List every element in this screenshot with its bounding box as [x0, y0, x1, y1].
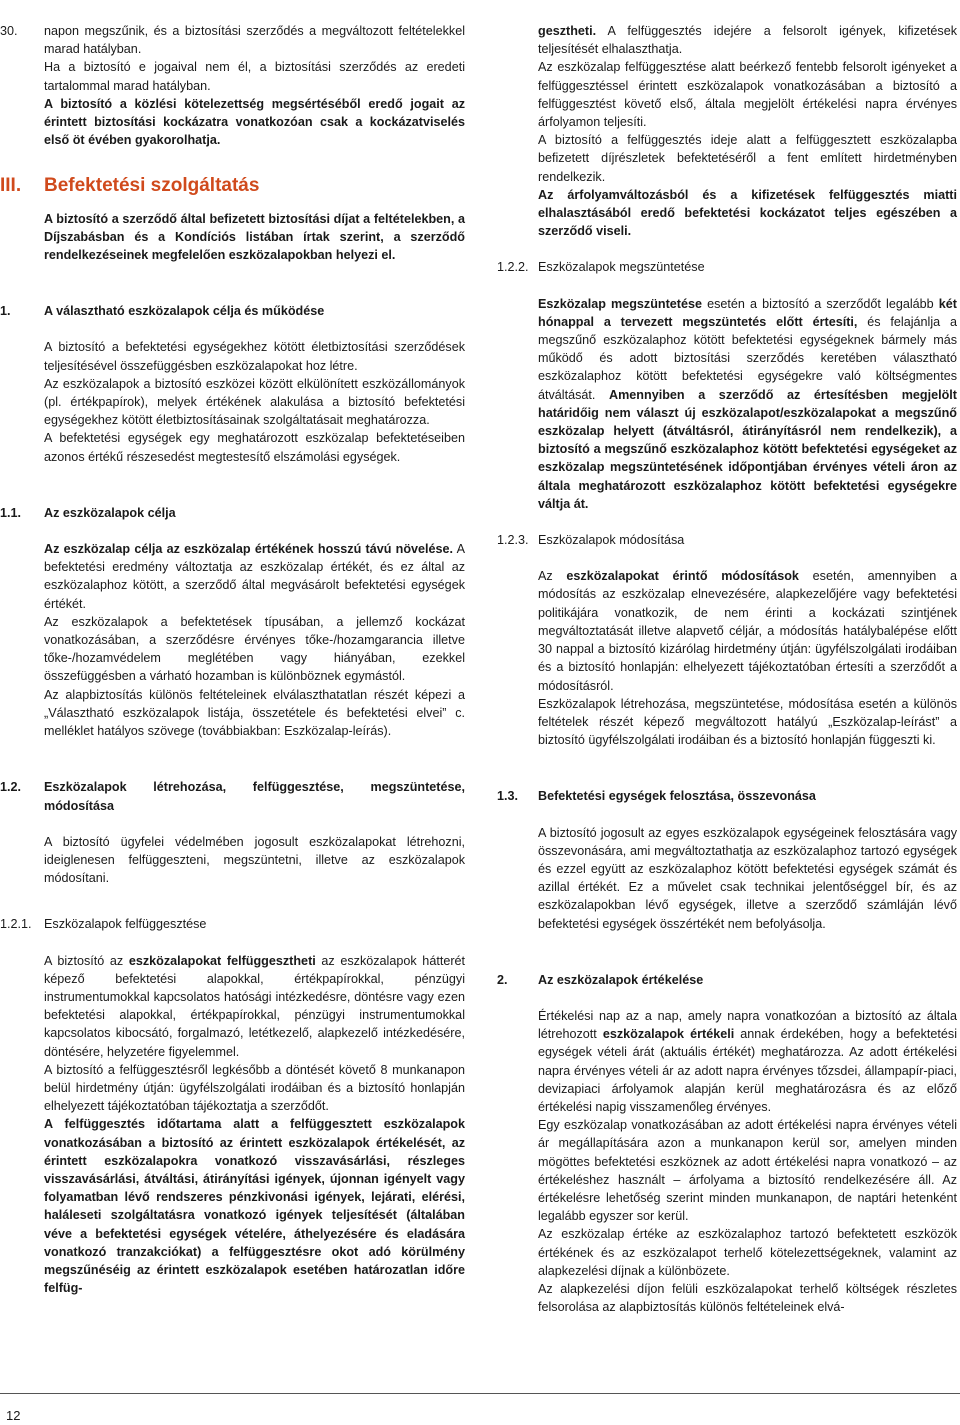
paragraph: Az eszközalapok a befektetések típusában, a jellemző kockázat vonatkozásában, a szerződésre érvényes tőke-/hozamgarancia illetve tőke-/hozamvédelem meglétében vagy hiányában, ezekkel összefüggésben a várható hozamban is különböznek egymástól.: [44, 614, 465, 684]
section-2: [497, 971, 957, 1317]
paragraph: A biztosító jogosult az egyes eszközalapok egységeinek felosztására vagy összevonására, ami megváltoztathatja az eszközalaphoz tartozó egységek és ezzel együtt az eszközalaphoz kötött befektetési egységek számát és azillal értékét. Ez a művelet csak technikai jelentőséggel bír, és az eszközalapokban lévő egységek, illetve a szerződő számláján lévő befektetési egységek összértékét nem befolyásolja.: [538, 825, 957, 931]
paragraph: napon megszűnik, és a biztosítási szerződés a megváltozott feltételekkel marad hatályban.: [44, 24, 465, 57]
paragraph: Eszközalapok létrehozása, megszüntetése, módosítása esetén a különös feltételek részét képező megváltozott hatályú „Eszközalap-leírást” a biztosító ügyfélszolgálati irodáiban és a biztosító honlapján függeszti ki.: [538, 696, 957, 748]
section-1-2-2: [497, 258, 957, 513]
paragraph: Eszközalap megszüntetése esetén a biztosító a szerződőt legalább két hónappal a tervezett megszüntetés előtt értesíti, és felajánlja a megszűnő eszközalaphoz kötött befektetési egységeknek bármely más működő és adott biztosítási szerződés keretében választható eszközalaphoz kötött befektetési egységekre való költségmentes átváltását. Amennyiben a szerződő az értesítésben megjelölt határidőig nem választ új eszközalapot/eszközalapokat a megszűnő eszközalap helyett (átváltásról, átirányításról nem rendelkezik), a biztosító a megszűnő eszközalaphoz kötött befektetési egységeket az eszközalap megszüntetésének időpontjában érvényes vételi áron az általa meghatározott eszközalaphoz kötött befektetési egységekre váltja át.: [538, 296, 957, 511]
section-title: Eszközalapok módosítása: [538, 533, 685, 548]
paragraph: gesztheti. A felfüggesztés idejére a felsorolt igények, kifizetések teljesítését elhalaszthatja.: [538, 24, 957, 57]
section-title: Eszközalapok megszüntetése: [538, 260, 705, 275]
section-number: 1.2.: [0, 780, 22, 795]
section-number: 1.1.: [0, 505, 22, 520]
paragraph: Egy eszközalap vonatkozásában az adott értékelési napra érvényes vételi ár megállapítására azon a munkanapon kerül sor, amelyen minden mögöttes befektetési eszköznek az adott értékelési napra vonatkozó – az értékeléshez használt – árfolyama a biztosító rendelkezésére áll. Az értékelésre lehetőség szerint minden munkanapon, de naptári hetenként legalább egyszer sor kerül.: [538, 1118, 957, 1224]
paragraph: A biztosító a befektetési egységekhez kötött életbiztosítási szerződések teljesítésével összefüggésben eszközalapokat hoz létre.: [44, 340, 465, 373]
paragraph: A biztosító a közlési kötelezettség megsértéséből eredő jogait az érintett biztosítási kockázatra vonatkozóan csak a kockázatviselés első öt évében gyakorolhatja.: [44, 96, 465, 148]
section-number: 1.2.1.: [0, 917, 32, 932]
roman-numeral: III.: [0, 175, 22, 197]
section-iii-heading: [0, 177, 465, 195]
paragraph: Az eszközalap értéke az eszközalaphoz tartozó befektetett eszközök értékének és az eszközalapot terhelő kötelezettségeknek, valamint az alapkezelési díjnak a különbözete.: [538, 1227, 957, 1278]
paragraph: Az eszközalapok a biztosító eszközei között elkülönített eszközállományok (pl. értékpapírok), melyek értékének alakulása a biztosító befektetési egységekhez kötött életbiztosításainak szolgáltatásait meghatározza.: [44, 376, 465, 428]
section-number: 1.3.: [497, 789, 519, 804]
section-1-2-3: [497, 531, 957, 749]
section-number: 30.: [0, 24, 18, 38]
section-1-2-1: [0, 915, 465, 1297]
section-title: Az eszközalapok értékelése: [538, 972, 704, 987]
chapter-title: Befektetési szolgáltatás: [44, 175, 260, 197]
section-title: A választható eszközalapok célja és működése: [44, 304, 325, 319]
section-title: Eszközalapok felfüggesztése: [44, 917, 207, 932]
chapter-intro: A biztosító a szerződő által befizetett biztosítási díjat a feltételekben, a Díjszabásban és a Kondíciós listában írtak szerint, a szerződő rendelkezéseinek megfelelően eszközalapokban helyezi el.: [44, 211, 465, 263]
section-number: 1.2.2.: [497, 260, 529, 275]
section-30: [0, 22, 465, 149]
section-1-1: [0, 504, 465, 740]
paragraph: A biztosító ügyfelei védelmében jogosult eszközalapokat létrehozni, ideiglenesen felfüggeszteni, megszüntetni, illetve az eszközalapok módosítani.: [44, 834, 465, 886]
section-number: 1.2.3.: [497, 533, 529, 548]
paragraph: Az eszközalap célja az eszközalap értékének hosszú távú növelése. A befektetési eredmény változtatja az eszközalap értékét, és ez által az eszközalaphoz kötött, a szerződő által megvásárolt befektetési egységek értékét.: [44, 542, 465, 611]
paragraph: Az eszközalapokat érintő módosítások esetén, amennyiben a módosítás az eszközalap elnevezésére, alapkezelőjére vagy befektetési politikájára vonatkozik, de nem érinti a kockázati szintjének megváltoztatását illetve alapvető céljár, a módosítás hatálybalépése előtt 30 nappal a biztosító kizárólag hirdetmény útján: ügyfélszolgálati irodáiban és a biztosító honlapján: elhelyezett tájékoztatóban értesíti a szerződőt a módosításról.: [538, 569, 957, 693]
paragraph: Az árfolyamváltozásból és a kifizetések felfüggesztés miatti elhalasztásából eredő befektetési kockázatot teljes egészében a szerződő viseli.: [538, 187, 957, 239]
paragraph: A befektetési egységek egy meghatározott eszközalap befektetéseiben azonos értékű részesedést megtestesítő elszámolási egységek.: [44, 431, 465, 464]
page-number: 12: [6, 1408, 21, 1423]
paragraph: A biztosító a felfüggesztés ideje alatt a felfüggesztett eszközalapba befizetett díjrészletek befektetéséről a fent említett hirdetményben rendelkezik.: [538, 133, 957, 184]
section-1: [0, 302, 465, 466]
paragraph: A felfüggesztés időtartama alatt a felfüggesztett eszközalapok vonatkozásában a biztosító az érintett eszközalapok értékelését, az érintett eszközalapokra vonatkozó visszavásárlási, részleges visszavásárlási, átváltási, átirányítási igények, újonnan igényelt vagy folyamatban lévő rendszeres pénzkivonási igények, lejárati, elérési, haláleseti szolgáltatásra vonatkozó igények teljesítését (általában véve a befektetési egységek vételére, áthelyezésére és eladására vonatkozó tranzakciókat) a felfüggesztésre okot adó körülmény megszűnéséig az érintett eszközalapok esetében határozatlan időre felfüg-: [44, 1117, 465, 1296]
section-title: Az eszközalapok célja: [44, 505, 176, 520]
paragraph: Értékelési nap az a nap, amely napra vonatkozóan a biztosító az általa létrehozott eszközalapok értékeli annak érdekében, hogy a befektetési egységek vételi árát (aktuális értékét) meghatározza. Az adott értékelési napra érvényes vételi ár az adott napra érvényes tőzsdei, állampapír-piaci, devizapiaci árfolyamok alapján kerül meghatározásra és az előző értékelési napig visszamenőleg érvényes.: [538, 1008, 957, 1114]
paragraph: Ha a biztosító e jogaival nem él, a biztosítási szerződés az eredeti tartalommal marad hatályban.: [44, 60, 465, 93]
section-title: Eszközalapok létrehozása, felfüggesztése, megszüntetése, módosítása: [44, 780, 465, 813]
paragraph: Az eszközalap felfüggesztése alatt beérkező fentebb felsorolt igényeket a felfüggesztéssel érintett eszközalapok vonatkozásában a biztosító a felfüggesztést követő első, általa megjelölt értékelési napra érvényes árfolyamon teljesíti.: [538, 60, 957, 130]
section-title: Befektetési egységek felosztása, összevonása: [538, 789, 816, 804]
right-column: [497, 22, 957, 1316]
section-number: 2.: [497, 972, 508, 987]
footer-divider: [0, 1393, 960, 1394]
left-column: [0, 22, 465, 1297]
section-1-2: [0, 778, 465, 887]
section-1-3: [497, 787, 957, 932]
paragraph: Az alapkezelési díjon felüli eszközalapokat terhelő költségek részletes felsorolása az alapbiztosítás különös feltételeinek elvá-: [538, 1281, 957, 1315]
paragraph: A biztosító az eszközalapokat felfüggesztheti az eszközalapok hátterét képező befektetési alapokkal, értékpapírokkal, pénzügyi instrumentumokkal kapcsolatos hatósági intézkedésre, döntésre vagy ezen befektetési alapokkal, értékpapírokkal, pénzügyi instrumentumokkal kapcsolatos kibocsátó, forgalmazó, letétkezelő, alapkezelő intézkedésére, döntésére, helyzetére figyelemmel.: [44, 953, 466, 1059]
paragraph: A biztosító a felfüggesztésről legkésőbb a döntését követő 8 munkanapon belül hirdetmény útján: ügyfélszolgálati irodáiban és a biztosító honlapján elhelyezett tájékoztatóban tájékoztatja a szerződőt.: [44, 1062, 465, 1114]
paragraph: Az alapbiztosítás különös feltételeinek elválaszthatatlan részét képezi a „Választható eszközalapok listája, összetétele és befektetési elvei” c. melléklet hatályos szövege (továbbiakban: Eszközalap-leírás).: [44, 687, 465, 739]
section-number: 1.: [0, 304, 11, 319]
